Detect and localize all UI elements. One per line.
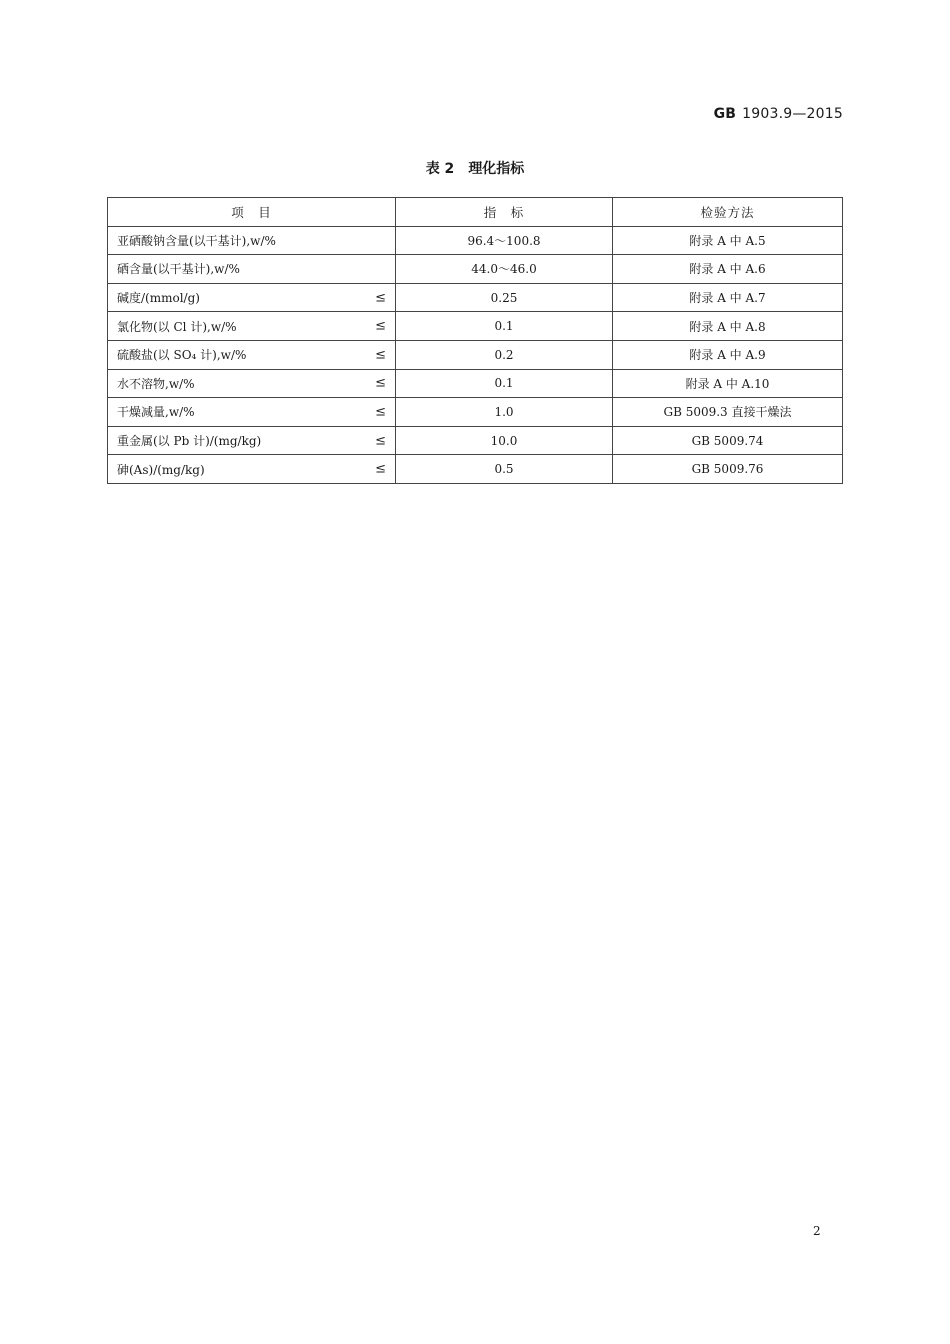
table-row [108,255,843,284]
spec-table [107,197,843,484]
limit-symbol: ≤ [375,404,386,420]
method-cell: 附录 A 中 A.5 [613,226,843,255]
value-cell: 0.25 [396,283,613,312]
value-cell: 0.2 [396,340,613,369]
limit-symbol: ≤ [375,347,386,363]
value-cell: 0.1 [396,312,613,341]
item-label: 亚硒酸钠含量(以干基计),w/% [117,233,276,248]
value-cell: 0.1 [396,369,613,398]
limit-symbol: ≤ [375,461,386,477]
item-label: 氯化物(以 Cl 计),w/% [117,319,237,334]
standard-number: 1903.9—2015 [742,106,843,122]
table-row [108,455,843,484]
method-cell: GB 5009.74 [613,426,843,455]
value-cell: 44.0～46.0 [396,255,613,284]
method-cell: GB 5009.76 [613,455,843,484]
item-label: 硒含量(以干基计),w/% [117,262,240,277]
table-row [108,226,843,255]
limit-symbol: ≤ [375,433,386,449]
item-cell [108,340,396,369]
item-cell [108,283,396,312]
item-label: 硫酸盐(以 SO₄ 计),w/% [117,348,247,363]
value-cell: 0.5 [396,455,613,484]
column-header-method: 检验方法 [613,198,843,227]
item-cell [108,455,396,484]
table-row [108,283,843,312]
item-cell [108,369,396,398]
limit-symbol: ≤ [375,290,386,306]
value-cell: 1.0 [396,398,613,427]
standard-header [714,106,843,122]
item-label: 干燥减量,w/% [117,405,195,420]
standard-prefix: GB [713,106,737,122]
method-cell: GB 5009.3 直接干燥法 [613,398,843,427]
page-number: 2 [813,1224,821,1238]
method-cell: 附录 A 中 A.10 [613,369,843,398]
table-row [108,398,843,427]
item-cell [108,312,396,341]
method-cell: 附录 A 中 A.9 [613,340,843,369]
value-cell: 96.4～100.8 [396,226,613,255]
method-cell: 附录 A 中 A.7 [613,283,843,312]
item-cell [108,255,396,284]
table-row [108,312,843,341]
item-cell [108,398,396,427]
column-header-value: 指 标 [396,198,613,227]
table-caption-number: 表 2 [425,161,455,177]
method-cell: 附录 A 中 A.8 [613,312,843,341]
table-row [108,369,843,398]
limit-symbol: ≤ [375,318,386,334]
table-row [108,340,843,369]
table-row [108,426,843,455]
table-caption-title: 理化指标 [468,161,525,177]
item-label: 砷(As)/(mg/kg) [117,462,205,477]
item-label: 重金属(以 Pb 计)/(mg/kg) [117,434,262,449]
limit-symbol: ≤ [375,375,386,391]
column-header-item: 项 目 [108,198,396,227]
item-cell [108,426,396,455]
method-cell: 附录 A 中 A.6 [613,255,843,284]
item-cell [108,226,396,255]
table-caption [0,158,950,178]
item-label: 水不溶物,w/% [117,376,195,391]
value-cell: 10.0 [396,426,613,455]
item-label: 碱度/(mmol/g) [117,291,200,306]
table-header-row [108,198,843,227]
